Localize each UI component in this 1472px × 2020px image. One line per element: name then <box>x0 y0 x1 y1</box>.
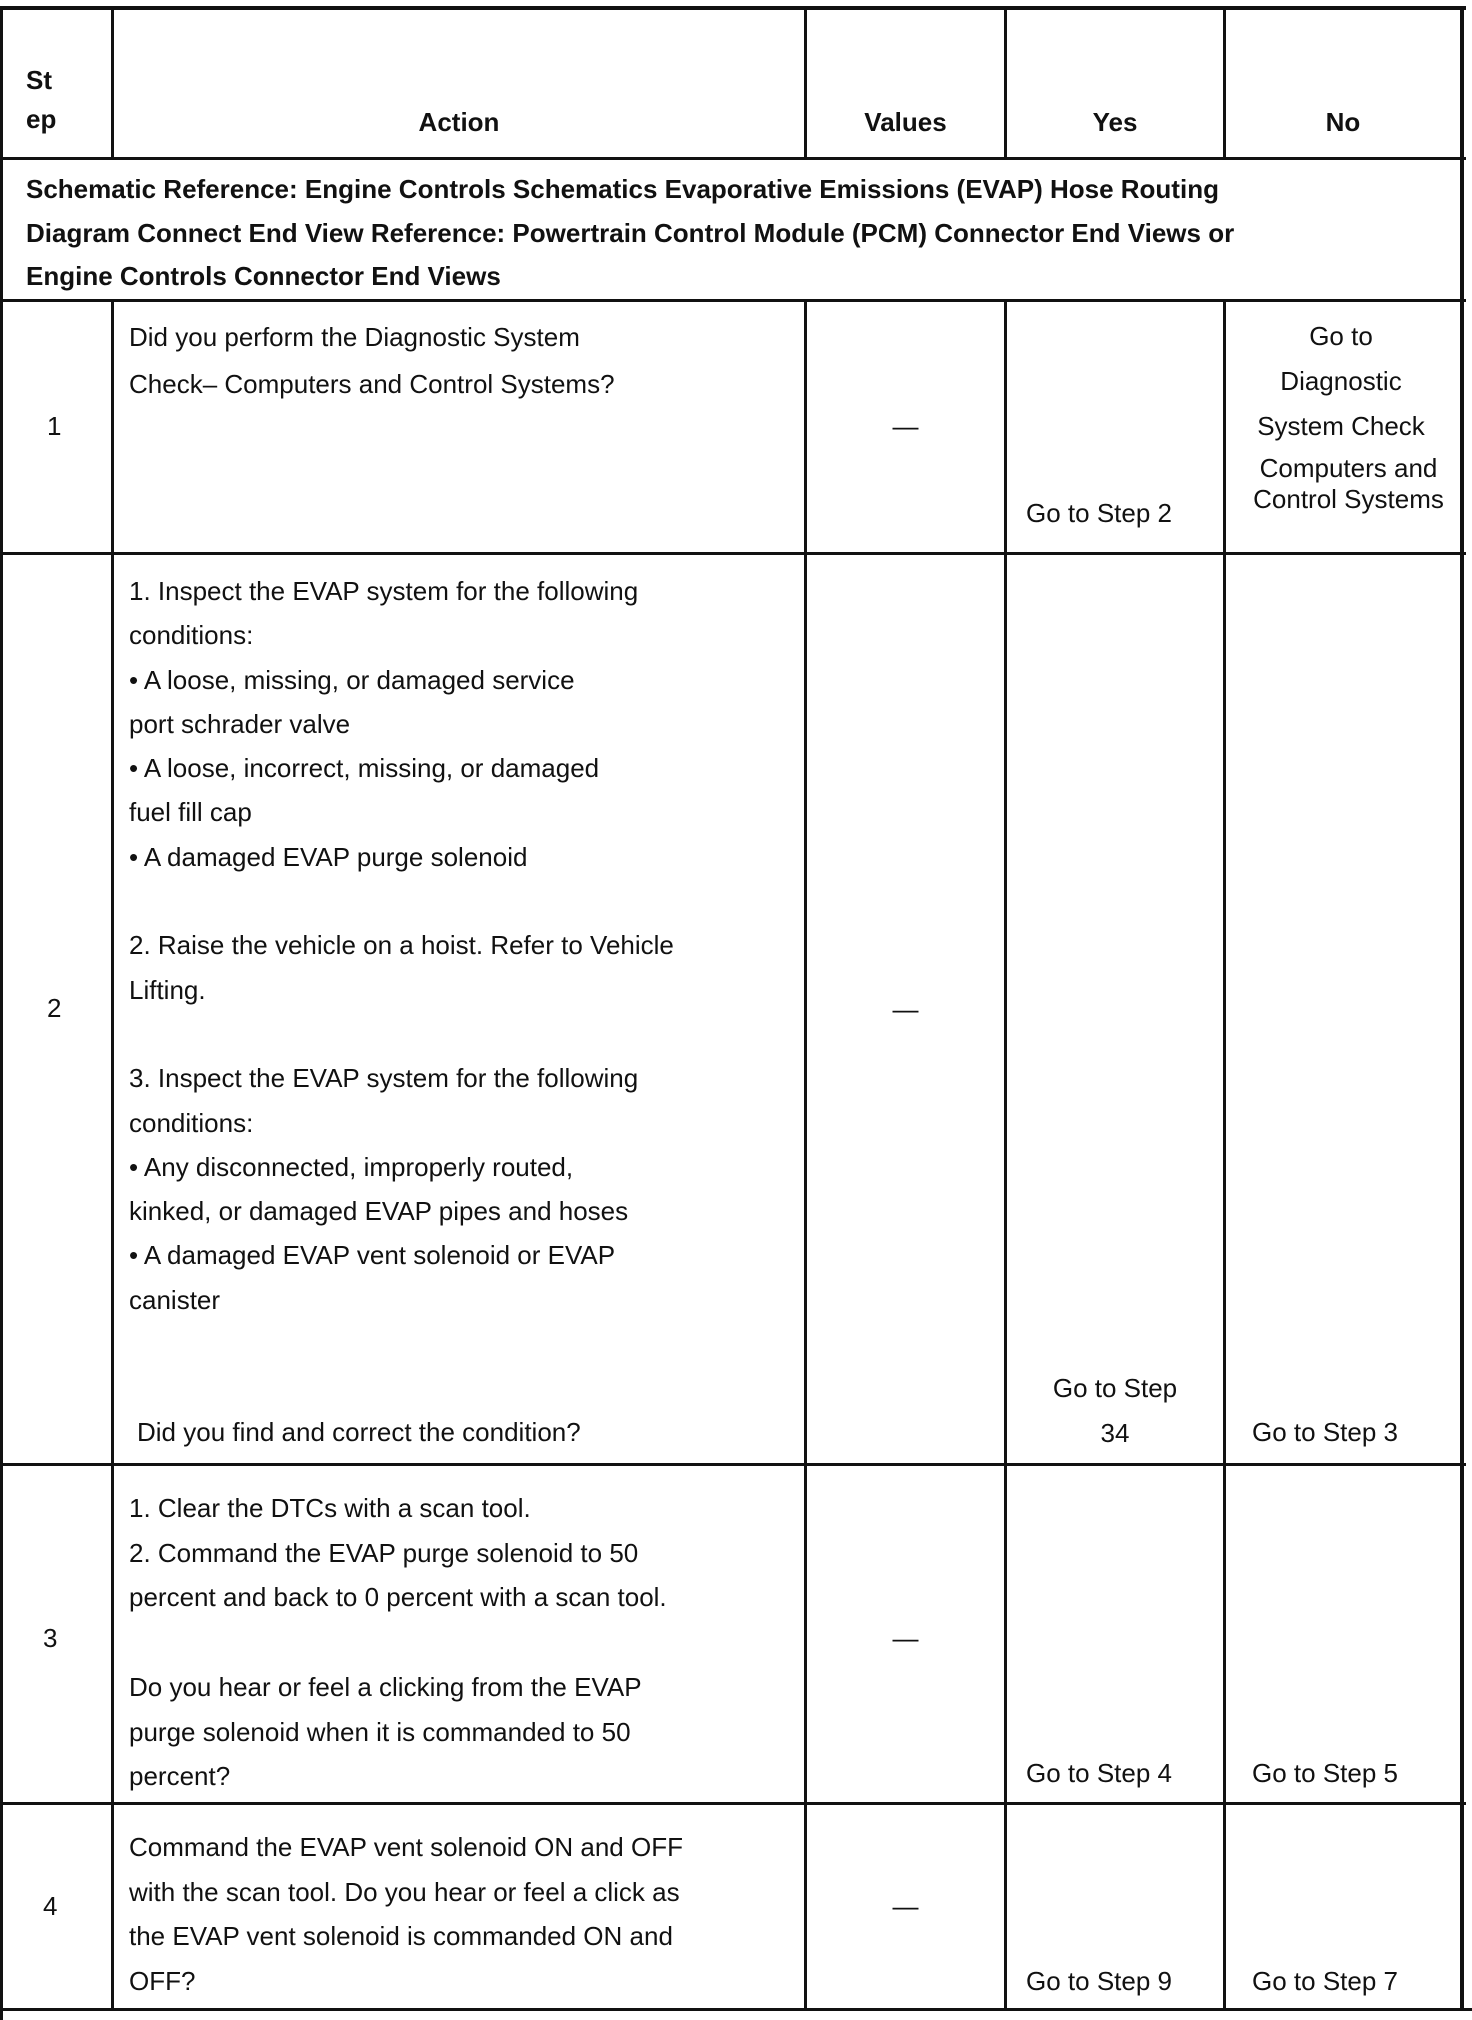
column-divider-yes <box>1223 299 1226 2010</box>
row-1-value: — <box>892 411 919 441</box>
row-2-divider <box>0 1463 1466 1466</box>
row-3-no: Go to Step 5 <box>1252 1758 1398 1788</box>
header-yes: Yes <box>1092 107 1138 137</box>
row-4-action: Command the EVAP vent solenoid ON and OFF with the scan tool. Do you hear or feel a click as the EVAP vent solenoid is commanded ON and OFF? <box>129 1832 683 1996</box>
table-border-top <box>0 6 1466 10</box>
row-4-yes: Go to Step 9 <box>1026 1966 1172 1996</box>
row-2-value: — <box>892 994 919 1024</box>
header-divider <box>0 157 1466 160</box>
row-1-step: 1 <box>47 411 62 441</box>
row-3-action: 1. Clear the DTCs with a scan tool. 2. Command the EVAP purge solenoid to 50 percent and back to 0 percent with a scan tool. Do you hear or feel a clicking from the EVAP purge solenoid when it is commanded to 50 percent? <box>129 1493 667 1792</box>
row-1-yes: Go to Step 2 <box>1026 498 1172 528</box>
row-4-divider <box>0 2008 1472 2011</box>
table-border-left <box>0 6 3 2020</box>
row-3-divider <box>0 1802 1466 1805</box>
column-divider-action <box>804 299 807 2010</box>
row-2-question: Did you find and correct the condition? <box>137 1417 581 1447</box>
row-2-action: 1. Inspect the EVAP system for the following conditions: • A loose, missing, or damaged service port schrader valve • A loose, incorrect, missing, or damaged fuel fill cap • A damaged EVAP purge solenoid 2. Raise the vehicle on a hoist. Refer to Vehicle Lifting. 3. Inspect the EVAP system for the following conditions: • Any disconnected, improperly routed, kinked, or damaged EVAP pipes and hoses • A damaged EVAP vent solenoid or EVAP canister <box>129 576 674 1315</box>
header-no: No <box>1325 107 1361 137</box>
column-divider-step <box>111 299 114 2010</box>
table-border-right <box>1460 6 1464 2010</box>
row-1-no-detail: Computers and Control Systems <box>1253 453 1444 514</box>
row-2-no: Go to Step 3 <box>1252 1417 1398 1447</box>
header-action: Action <box>418 107 500 137</box>
reference-divider <box>0 299 1466 302</box>
row-1-no: Go to Diagnostic System Check <box>1257 321 1425 441</box>
row-3-step: 3 <box>43 1623 58 1653</box>
row-1-divider <box>0 552 1466 555</box>
schematic-reference: Schematic Reference: Engine Controls Schematics Evaporative Emissions (EVAP) Hose Routing Diagram Connect End View Reference: Powertrain Control Module (PCM) Connector End Views or Engine Controls Connector End Views <box>26 174 1235 291</box>
row-2-step: 2 <box>47 993 62 1023</box>
row-4-no: Go to Step 7 <box>1252 1966 1398 1996</box>
row-4-step: 4 <box>43 1891 58 1921</box>
row-2-yes: Go to Step 34 <box>1052 1373 1178 1448</box>
row-1-action: Did you perform the Diagnostic System Check– Computers and Control Systems? <box>129 322 615 399</box>
row-3-yes: Go to Step 4 <box>1026 1758 1172 1788</box>
row-4-value: — <box>892 1891 919 1921</box>
header-values: Values <box>864 107 947 137</box>
column-divider-values <box>1004 299 1007 2010</box>
row-3-value: — <box>892 1623 919 1653</box>
header-step: St ep <box>26 65 57 134</box>
